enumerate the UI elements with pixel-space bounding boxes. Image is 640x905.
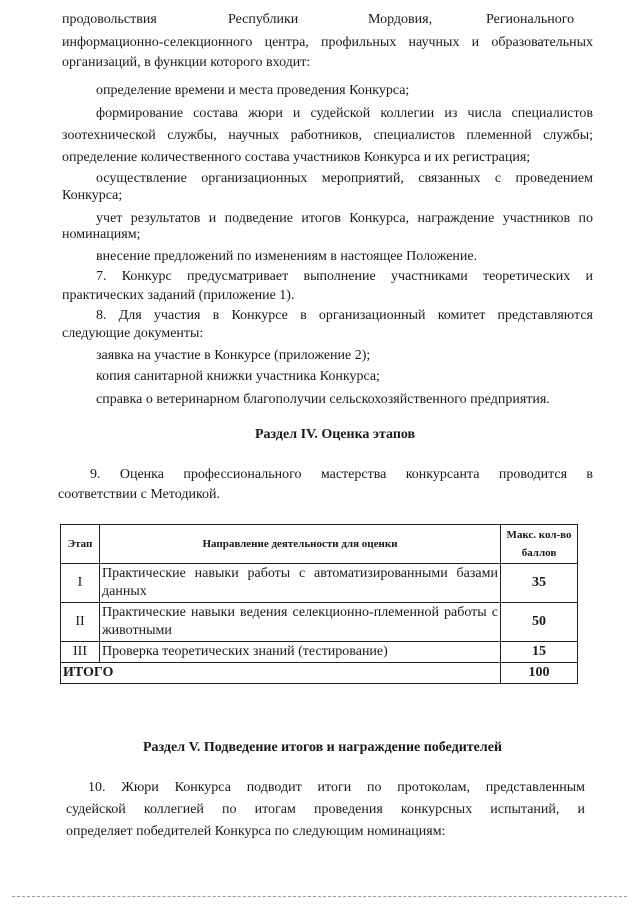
function-item: определение количественного состава участников Конкурса и их регистрация; bbox=[62, 150, 531, 165]
document-item: заявка на участие в Конкурсе (приложение 2); bbox=[96, 348, 371, 363]
table-row bbox=[61, 564, 578, 603]
function-item: осуществление организационных мероприятий, связанных с проведением bbox=[96, 171, 593, 186]
section-4-heading: Раздел IV. Оценка этапов bbox=[255, 427, 416, 442]
paragraph-9: 9. Оценка профессионального мастерства конкурсанта проводится в bbox=[90, 467, 593, 482]
paragraph-10-cont: судейской коллегией по итогам проведения конкурсных испытаний, и bbox=[66, 802, 585, 817]
direction-cell: Проверка теоретических знаний (тестирование) bbox=[100, 642, 501, 663]
total-label: ИТОГО bbox=[61, 663, 501, 684]
function-item-cont: Конкурса; bbox=[62, 188, 123, 203]
text-line: организаций, в функции которого входит: bbox=[62, 55, 311, 70]
header-max-points: Макс. кол-во баллов bbox=[501, 525, 578, 564]
stage-cell: I bbox=[61, 564, 100, 603]
document-item: справка о ветеринарном благополучии сельскохозяйственного предприятия. bbox=[96, 392, 550, 407]
paragraph-7-cont: практических заданий (приложение 1). bbox=[62, 288, 295, 303]
function-item: внесение предложений по изменениям в настоящее Положение. bbox=[96, 249, 478, 264]
assessment-table bbox=[60, 524, 578, 684]
total-value: 100 bbox=[501, 663, 578, 684]
table-total-row bbox=[61, 663, 578, 684]
function-item: формирование состава жюри и судейской коллегии из числа специалистов bbox=[96, 106, 593, 121]
document-item: копия санитарной книжки участника Конкурса; bbox=[96, 369, 380, 384]
points-cell: 50 bbox=[501, 603, 578, 642]
paragraph-9-cont: соответствии с Методикой. bbox=[58, 487, 221, 502]
stage-cell: II bbox=[61, 603, 100, 642]
function-item-cont: зоотехнической службы, научных работников, специалистов племенной службы; bbox=[62, 128, 593, 143]
paragraph-10: 10. Жюри Конкурса подводит итоги по протоколам, представленным bbox=[88, 780, 585, 795]
text-line: продовольствия bbox=[62, 12, 157, 27]
text-line: Республики bbox=[228, 12, 299, 27]
direction-cell: Практические навыки ведения селекционно-племенной работы с животными bbox=[100, 603, 501, 642]
paragraph-10-cont: определяет победителей Конкурса по следующим номинациям: bbox=[66, 824, 446, 839]
text-line: информационно-селекционного центра, профильных научных и образовательных bbox=[62, 35, 593, 50]
header-direction: Направление деятельности для оценки bbox=[100, 525, 501, 564]
paragraph-8-cont: следующие документы: bbox=[62, 326, 204, 341]
page-edge-divider bbox=[12, 895, 627, 897]
text-line: Регионального bbox=[486, 12, 575, 27]
direction-cell: Практические навыки работы с автоматизированными базами данных bbox=[100, 564, 501, 603]
section-5-heading: Раздел V. Подведение итогов и награждение победителей bbox=[143, 740, 503, 755]
table-row bbox=[61, 603, 578, 642]
paragraph-7: 7. Конкурс предусматривает выполнение участниками теоретических и bbox=[96, 269, 593, 284]
function-item: учет результатов и подведение итогов Конкурса, награждение участников по bbox=[96, 211, 593, 226]
function-item-cont: номинациям; bbox=[62, 227, 141, 242]
points-cell: 35 bbox=[501, 564, 578, 603]
points-cell: 15 bbox=[501, 642, 578, 663]
function-item: определение времени и места проведения Конкурса; bbox=[96, 83, 410, 98]
text-line: Мордовия, bbox=[368, 12, 433, 27]
table-row bbox=[61, 642, 578, 663]
stage-cell: III bbox=[61, 642, 100, 663]
header-stage: Этап bbox=[61, 525, 100, 564]
table-header-row bbox=[61, 525, 578, 564]
paragraph-8: 8. Для участия в Конкурсе в организационный комитет представляются bbox=[96, 308, 593, 323]
